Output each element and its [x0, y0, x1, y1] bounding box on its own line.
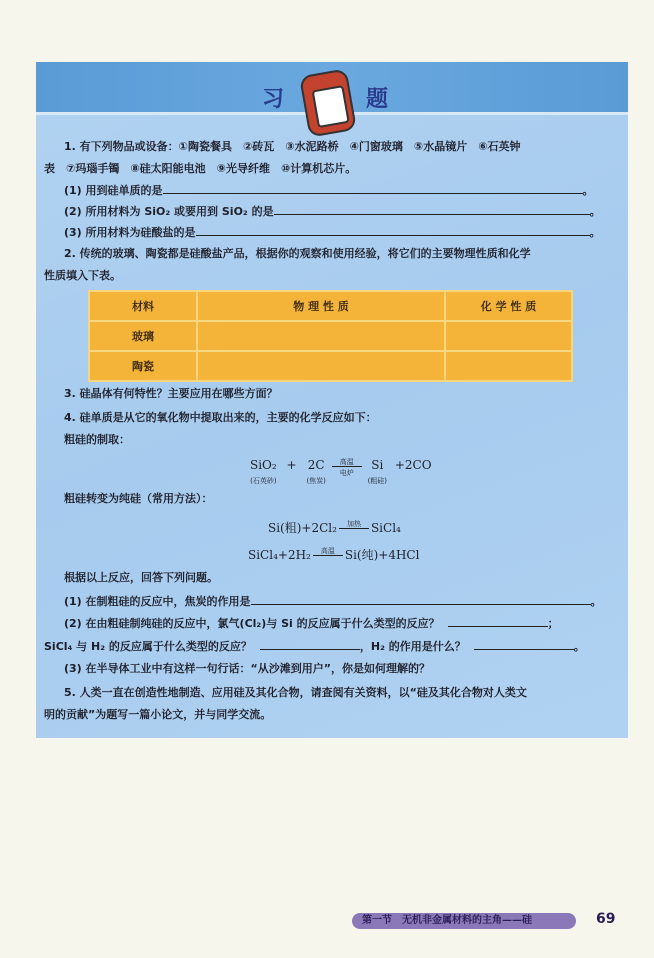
eq-left: SiCl₄+2H₂ — [248, 548, 311, 562]
eq-right: Si(纯)+4HCl — [344, 548, 420, 562]
condition: 高温 — [339, 458, 354, 466]
period: 。 — [582, 184, 594, 197]
q3: 3. 硅晶体有何特性？主要应用在哪些方面？ — [64, 387, 278, 400]
q2-line2: 性质填入下表。 — [44, 269, 121, 282]
pure-label: 粗硅转变为纯硅（常用方法）： — [64, 492, 213, 505]
note: (焦炭) — [306, 477, 326, 485]
q1-sub1-text: (1) 用到硅单质的是 — [64, 184, 163, 197]
period: 。 — [573, 640, 585, 653]
note: (石英砂) — [250, 477, 277, 485]
q4-sub1-text: (1) 在制粗硅的反应中，焦炭的作用是 — [64, 595, 251, 608]
answer-blank[interactable] — [274, 204, 590, 215]
chemical-cell[interactable] — [445, 351, 572, 381]
product-si: Si — [371, 458, 384, 472]
period: 。 — [589, 205, 601, 218]
eq-left: Si(粗)+2Cl₂ — [268, 521, 337, 535]
table-row — [89, 351, 572, 381]
q4-sub3: (3) 在半导体工业中有这样一句行话：“从沙滩到用户”，你是如何理解的？ — [64, 662, 430, 675]
q1-sub3 — [64, 225, 601, 240]
q1-sub3-text: (3) 所用材料为硅酸盐的是 — [64, 226, 196, 239]
header-cell: 化 学 性 质 — [445, 291, 572, 321]
reactant-c: 2C — [307, 458, 325, 472]
answer-blank[interactable] — [163, 183, 583, 194]
period: 。 — [589, 226, 601, 239]
physical-cell[interactable] — [197, 321, 445, 351]
physical-cell[interactable] — [197, 351, 445, 381]
condition: 电炉 — [339, 469, 354, 477]
q4-sub2a-text: (2) 在由粗硅制纯硅的反应中，氯气(Cl₂)与 Si 的反应属于什么类型的反应？ — [64, 617, 440, 630]
q4-intro: 4. 硅单质是从它的氧化物中提取出来的，主要的化学反应如下： — [64, 411, 377, 424]
section-footer: 第一节 无机非金属材料的主角——硅 — [352, 913, 576, 929]
condition: 高温 — [320, 547, 335, 555]
title-right: 题 — [366, 87, 389, 112]
eq-right: SiCl₄ — [370, 521, 401, 535]
q4-sub2b-text: SiCl₄ 与 H₂ 的反应属于什么类型的反应？ — [44, 640, 252, 653]
q4-sub1 — [64, 594, 602, 609]
q1-sub2-text: (2) 所用材料为 SiO₂ 或要用到 SiO₂ 的是 — [64, 205, 274, 218]
properties-table — [88, 290, 573, 382]
answer-blank[interactable] — [196, 225, 590, 236]
answer-blank[interactable] — [251, 594, 591, 605]
material-cell: 陶瓷 — [89, 351, 197, 381]
equation-chlorination — [268, 519, 401, 536]
note: (粗硅) — [367, 477, 388, 485]
header-cell: 物 理 性 质 — [197, 291, 445, 321]
plus: + — [286, 458, 297, 472]
title-left: 习 — [262, 87, 285, 112]
table-header-row — [89, 291, 572, 321]
answer-blank[interactable] — [474, 639, 574, 650]
q4-sub2c-text: ，H₂ 的作用是什么？ — [359, 640, 466, 653]
answer-blank[interactable] — [448, 616, 548, 627]
equation-crude-silicon — [250, 458, 432, 486]
product-co: +2CO — [394, 458, 432, 472]
page-number: 69 — [596, 911, 616, 927]
reaction-arrow — [313, 547, 343, 556]
equation-reduction — [248, 546, 419, 563]
q1-line1: 1. 有下列物品或设备：①陶瓷餐具 ②砖瓦 ③水泥路桥 ④门窗玻璃 ⑤水晶镜片 ⑥石英钟 — [64, 140, 521, 153]
header-cell: 材料 — [89, 291, 197, 321]
condition: 加热 — [346, 520, 361, 528]
chemical-cell[interactable] — [445, 321, 572, 351]
reaction-arrow — [339, 520, 369, 529]
q4-sub2b — [44, 639, 585, 654]
q4-prompt: 根据以上反应，回答下列问题。 — [64, 571, 218, 584]
table-row — [89, 321, 572, 351]
answer-blank[interactable] — [260, 639, 360, 650]
q1-line2: 表 ⑦玛瑙手镯 ⑧硅太阳能电池 ⑨光导纤维 ⑩计算机芯片。 — [44, 162, 357, 175]
q4-sub2a: (2) 在由粗硅制纯硅的反应中，氯气(Cl₂)与 Si 的反应属于什么类型的反应？ ； — [64, 617, 559, 630]
q5-line2: 明的贡献”为题写一篇小论文，并与同学交流。 — [44, 708, 272, 721]
reactant-sio2: SiO₂ — [250, 458, 277, 472]
period: 。 — [590, 595, 602, 608]
reaction-arrow — [332, 458, 362, 477]
q5-line1: 5. 人类一直在创造性地制造、应用硅及其化合物，请查阅有关资料，以“硅及其化合物对人类文 — [64, 686, 527, 699]
crude-label: 粗硅的制取： — [64, 433, 130, 446]
material-cell: 玻璃 — [89, 321, 197, 351]
q1-sub1 — [64, 183, 594, 198]
q2-line1: 2. 传统的玻璃、陶瓷都是硅酸盐产品，根据你的观察和使用经验，将它们的主要物理性质和化学 — [64, 247, 531, 260]
q1-sub2 — [64, 204, 601, 219]
